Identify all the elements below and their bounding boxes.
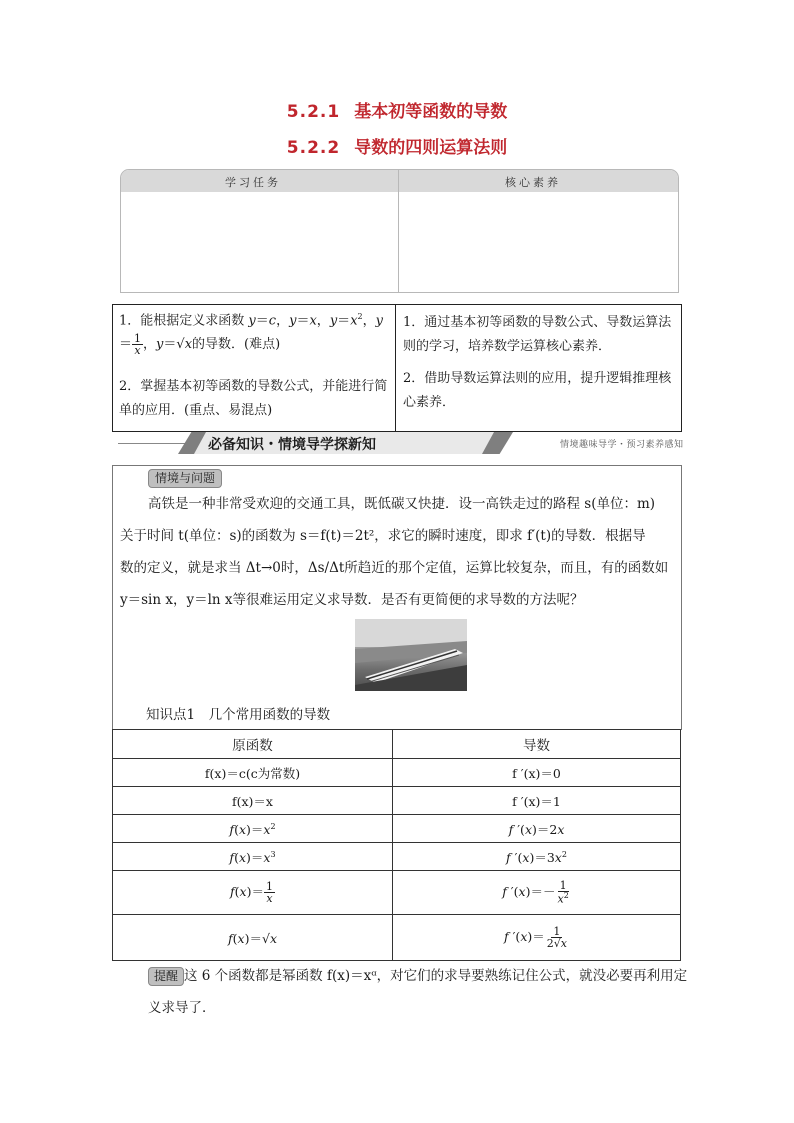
scenario-line-1: 高铁是一种非常受欢迎的交通工具，既低碳又快捷．设一高铁走过的路程 s(单位：m) <box>148 496 656 512</box>
table-row <box>113 871 681 915</box>
goal-left-2: 2．掌握基本初等函数的导数公式，并能进行简单的应用．(重点、易混点) <box>119 379 388 418</box>
knowledge-point-heading: 知识点1 几个常用函数的导数 <box>146 707 331 723</box>
scenario-line-2: 关于时间 t(单位：s)的函数为 s＝f(t)＝2t²，求它的瞬时速度，即求 f′(t)的导数．根据导 <box>120 528 646 544</box>
task-header-right: 核心素养 <box>505 176 561 189</box>
goal-right-2: 2．借助导数运算法则的应用，提升逻辑推理核心素养． <box>403 371 672 410</box>
column-header-original: 原函数 <box>113 730 393 759</box>
reminder-text: 这 6 个函数都是幂函数 f(x)＝xᵅ，对它们的求导要熟练记住公式，就没必要再利用定义求导了． <box>148 968 688 1016</box>
section-banner <box>118 432 703 454</box>
table-row <box>113 759 681 787</box>
scenario-box <box>112 465 682 730</box>
goal-left-1: 1．能根据定义求函数 y＝c，y＝x，$y=x^2$，y ＝ $\frac{1}{x}$ ，y＝√x的导数．(难点) <box>119 312 383 358</box>
reminder-badge: 提醒 <box>148 967 184 986</box>
table-row <box>113 915 681 961</box>
section-title-2: 5.2.2 导数的四则运算法则 <box>286 138 508 158</box>
table-cell: $f(x)=x^3$ <box>113 843 393 871</box>
table-cell: f ′(x)＝2x <box>393 815 681 843</box>
table-cell: f ′(x)＝1 <box>393 787 681 815</box>
train-illustration <box>355 619 467 691</box>
table-cell: $f(x)=x^2$ <box>113 815 393 843</box>
reminder-note <box>148 960 688 1024</box>
table-row <box>113 815 681 843</box>
derivative-table <box>112 729 681 961</box>
table-cell: f(x)＝ $\frac{1}{x}$ <box>113 871 393 915</box>
goals-table <box>112 304 682 432</box>
banner-line <box>118 443 188 444</box>
scenario-line-3: 数的定义，就是求当 Δt→0时，Δs/Δt所趋近的那个定值，运算比较复杂，而且，有的函数如 <box>120 560 669 576</box>
table-row <box>113 843 681 871</box>
table-row <box>113 787 681 815</box>
scenario-line-4: y＝sin x，y＝ln x等很难运用定义求导数．是否有更简便的求导数的方法呢？ <box>120 592 584 608</box>
column-header-derivative: 导数 <box>393 730 681 759</box>
table-cell: f ′(x)＝ $\frac{1}{2√x}$ <box>393 915 681 961</box>
scenario-tag: 情境与问题 <box>148 469 222 488</box>
task-table-divider <box>398 170 399 292</box>
goals-divider <box>395 305 396 431</box>
section-title-1: 5.2.1 基本初等函数的导数 <box>286 102 508 122</box>
banner-subtitle: 情境趣味导学・预习素养感知 <box>560 440 684 450</box>
table-cell: f ′(x)＝0 <box>393 759 681 787</box>
task-table-header <box>121 170 678 192</box>
goal-right-1: 1．通过基本初等函数的导数公式、导数运算法则的学习，培养数学运算核心素养． <box>403 315 672 354</box>
banner-title: 必备知识・情境导学探新知 <box>208 437 376 453</box>
table-header-row <box>113 730 681 759</box>
table-cell: f ′(x)＝－ $\frac{1}{x^2}$ <box>393 871 681 915</box>
table-cell: f(x)＝x <box>113 787 393 815</box>
table-cell: f $'(x)=3x^2$ <box>393 843 681 871</box>
table-cell: f(x)＝c(c为常数) <box>113 759 393 787</box>
task-table <box>120 169 679 293</box>
train-photo <box>355 619 467 691</box>
task-header-left: 学习任务 <box>225 176 281 189</box>
table-cell: f(x)＝√x <box>113 915 393 961</box>
